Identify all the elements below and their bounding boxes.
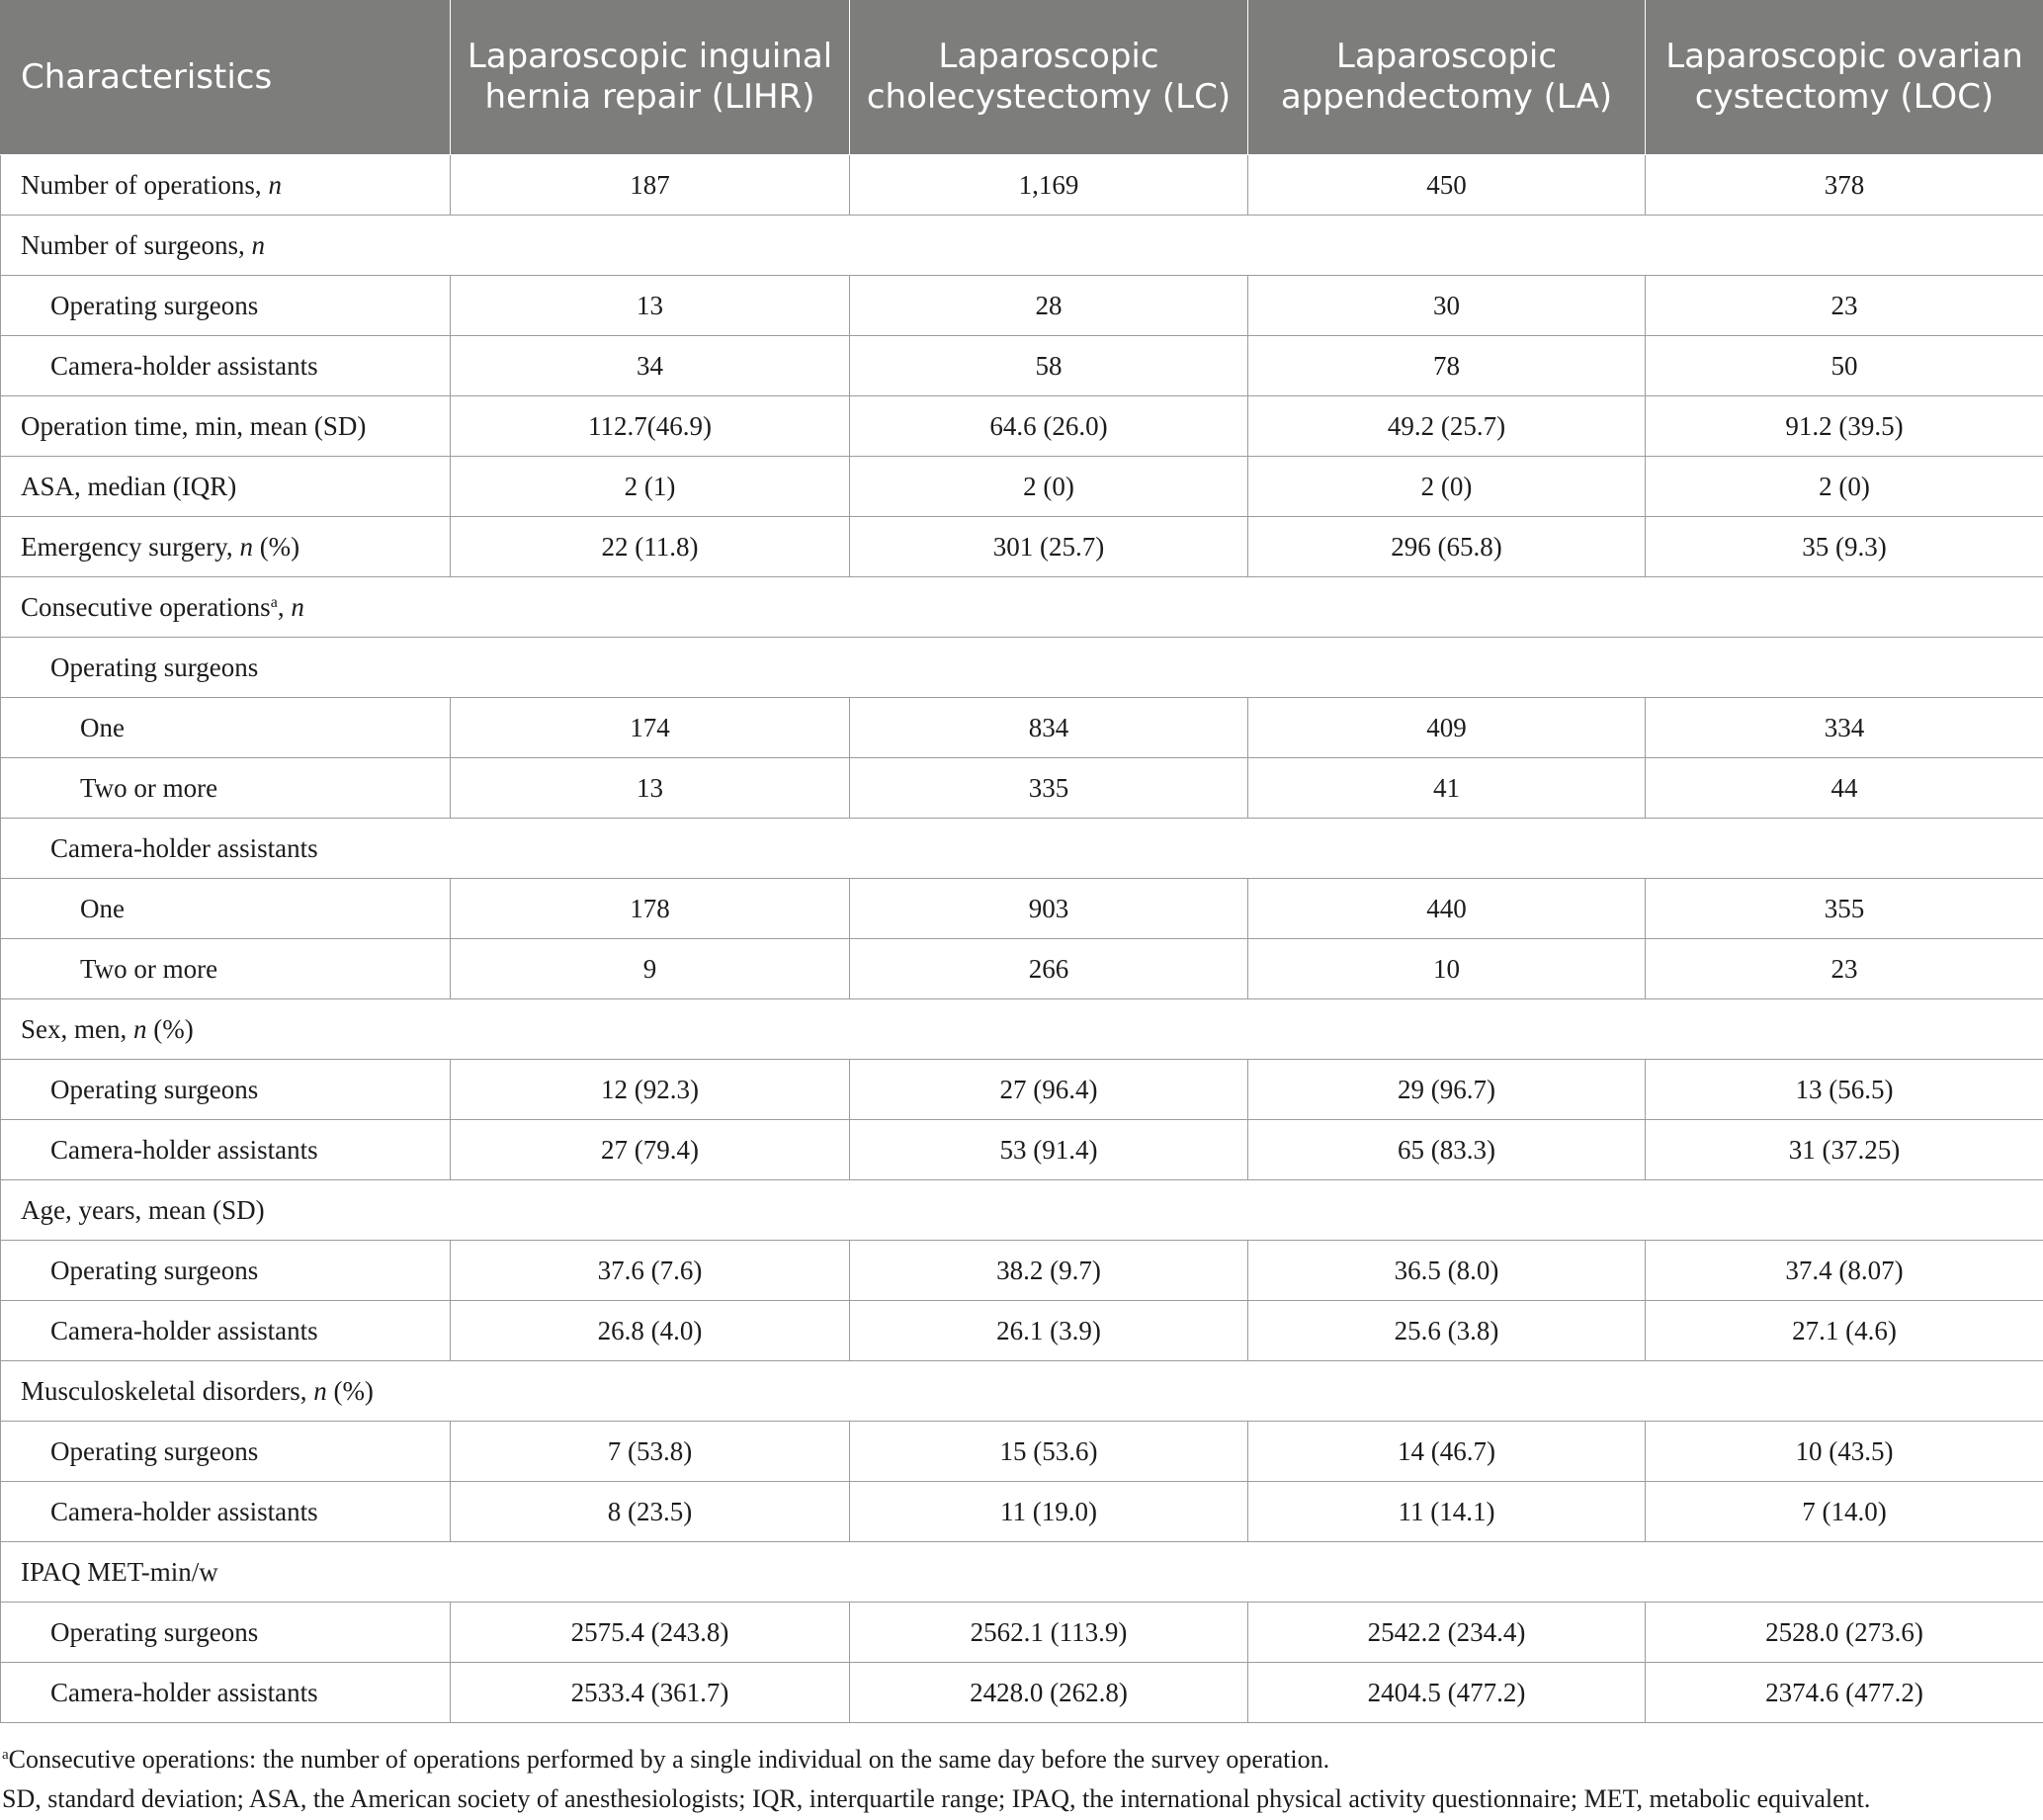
cell-lc: 15 (53.6)	[850, 1422, 1248, 1482]
cell-loc: 37.4 (8.07)	[1646, 1241, 2043, 1301]
cell-lihr: 34	[451, 336, 850, 396]
header-characteristics: Characteristics	[1, 0, 451, 155]
cell-lihr: 13	[451, 276, 850, 336]
section-label: Camera-holder assistants	[1, 819, 2043, 879]
footnote-a-text: Consecutive operations: the number of operations performed by a single individual on the same day before the survey operation.	[8, 1745, 1330, 1774]
section-row	[1, 1180, 2043, 1241]
table-row	[1, 396, 2043, 457]
cell-loc: 44	[1646, 758, 2043, 819]
cell-lihr: 2533.4 (361.7)	[451, 1663, 850, 1723]
section-label: Age, years, mean (SD)	[1, 1180, 2043, 1241]
cell-lihr: 9	[451, 939, 850, 999]
cell-lihr: 8 (23.5)	[451, 1482, 850, 1542]
row-label: Two or more	[1, 939, 451, 999]
table-row	[1, 879, 2043, 939]
cell-loc: 10 (43.5)	[1646, 1422, 2043, 1482]
cell-lc: 58	[850, 336, 1248, 396]
row-label: Operating surgeons	[1, 1060, 451, 1120]
cell-loc: 31 (37.25)	[1646, 1120, 2043, 1180]
section-label: Musculoskeletal disorders, n (%)	[1, 1361, 2043, 1422]
cell-la: 450	[1248, 155, 1646, 216]
table-row	[1, 155, 2043, 216]
section-label: Sex, men, n (%)	[1, 999, 2043, 1060]
header-la: Laparoscopic appendectomy (LA)	[1248, 0, 1646, 155]
cell-lihr: 178	[451, 879, 850, 939]
section-row	[1, 577, 2043, 638]
cell-lc: 11 (19.0)	[850, 1482, 1248, 1542]
cell-la: 2404.5 (477.2)	[1248, 1663, 1646, 1723]
table-row	[1, 517, 2043, 577]
table-row	[1, 1120, 2043, 1180]
cell-la: 36.5 (8.0)	[1248, 1241, 1646, 1301]
row-label: Operating surgeons	[1, 276, 451, 336]
header-lihr: Laparoscopic inguinal hernia repair (LIHR)	[451, 0, 850, 155]
table-row	[1, 276, 2043, 336]
row-label: Operation time, min, mean (SD)	[1, 396, 451, 457]
table-row	[1, 758, 2043, 819]
table-row	[1, 1663, 2043, 1723]
cell-lihr: 174	[451, 698, 850, 758]
cell-la: 78	[1248, 336, 1646, 396]
cell-lc: 1,169	[850, 155, 1248, 216]
cell-lihr: 37.6 (7.6)	[451, 1241, 850, 1301]
cell-la: 14 (46.7)	[1248, 1422, 1646, 1482]
header-loc: Laparoscopic ovarian cystectomy (LOC)	[1646, 0, 2043, 155]
cell-la: 2542.2 (234.4)	[1248, 1603, 1646, 1663]
cell-lc: 27 (96.4)	[850, 1060, 1248, 1120]
cell-la: 29 (96.7)	[1248, 1060, 1646, 1120]
cell-lihr: 112.7(46.9)	[451, 396, 850, 457]
cell-loc: 2374.6 (477.2)	[1646, 1663, 2043, 1723]
section-row	[1, 216, 2043, 276]
cell-la: 2 (0)	[1248, 457, 1646, 517]
footnote-marker: a	[270, 593, 278, 611]
table-row	[1, 1422, 2043, 1482]
cell-lc: 266	[850, 939, 1248, 999]
cell-loc: 23	[1646, 939, 2043, 999]
cell-lihr: 26.8 (4.0)	[451, 1301, 850, 1361]
cell-lc: 903	[850, 879, 1248, 939]
table-footnotes	[0, 1740, 2043, 1819]
cell-loc: 378	[1646, 155, 2043, 216]
cell-lc: 834	[850, 698, 1248, 758]
cell-loc: 2 (0)	[1646, 457, 2043, 517]
section-label: Number of surgeons, n	[1, 216, 2043, 276]
cell-lc: 26.1 (3.9)	[850, 1301, 1248, 1361]
table-row	[1, 457, 2043, 517]
cell-lihr: 27 (79.4)	[451, 1120, 850, 1180]
table-row	[1, 939, 2043, 999]
cell-la: 30	[1248, 276, 1646, 336]
table-row	[1, 1241, 2043, 1301]
cell-lihr: 13	[451, 758, 850, 819]
cell-loc: 7 (14.0)	[1646, 1482, 2043, 1542]
cell-la: 65 (83.3)	[1248, 1120, 1646, 1180]
row-label: Camera-holder assistants	[1, 1120, 451, 1180]
cell-loc: 27.1 (4.6)	[1646, 1301, 2043, 1361]
cell-lc: 2562.1 (113.9)	[850, 1603, 1248, 1663]
row-label: Emergency surgery, n (%)	[1, 517, 451, 577]
footnote-marker: a	[2, 1747, 9, 1763]
row-label: Two or more	[1, 758, 451, 819]
table-row	[1, 1482, 2043, 1542]
row-label: Operating surgeons	[1, 1241, 451, 1301]
row-label: One	[1, 879, 451, 939]
section-row	[1, 999, 2043, 1060]
cell-lc: 38.2 (9.7)	[850, 1241, 1248, 1301]
cell-loc: 2528.0 (273.6)	[1646, 1603, 2043, 1663]
row-label: One	[1, 698, 451, 758]
footnote-a	[0, 1740, 2043, 1779]
table-row	[1, 698, 2043, 758]
cell-lc: 28	[850, 276, 1248, 336]
cell-loc: 50	[1646, 336, 2043, 396]
cell-lihr: 2575.4 (243.8)	[451, 1603, 850, 1663]
row-label: Camera-holder assistants	[1, 336, 451, 396]
header-row	[1, 0, 2043, 155]
table-row	[1, 1603, 2043, 1663]
table-row	[1, 336, 2043, 396]
header-lc: Laparoscopic cholecystectomy (LC)	[850, 0, 1248, 155]
cell-lc: 64.6 (26.0)	[850, 396, 1248, 457]
cell-loc: 91.2 (39.5)	[1646, 396, 2043, 457]
section-row	[1, 819, 2043, 879]
cell-lc: 2 (0)	[850, 457, 1248, 517]
section-label: Operating surgeons	[1, 638, 2043, 698]
cell-la: 49.2 (25.7)	[1248, 396, 1646, 457]
row-label: Camera-holder assistants	[1, 1663, 451, 1723]
row-label: Number of operations, n	[1, 155, 451, 216]
footnote-abbreviations: SD, standard deviation; ASA, the American society of anesthesiologists; IQR, interquartile range; IPAQ, the international physical activity questionnaire; MET, metabolic equivalent.	[2, 1784, 1871, 1813]
cell-lihr: 22 (11.8)	[451, 517, 850, 577]
cell-loc: 13 (56.5)	[1646, 1060, 2043, 1120]
section-row	[1, 638, 2043, 698]
cell-loc: 35 (9.3)	[1646, 517, 2043, 577]
cell-la: 25.6 (3.8)	[1248, 1301, 1646, 1361]
cell-la: 296 (65.8)	[1248, 517, 1646, 577]
row-label: Operating surgeons	[1, 1422, 451, 1482]
cell-lihr: 187	[451, 155, 850, 216]
cell-lc: 53 (91.4)	[850, 1120, 1248, 1180]
row-label: Camera-holder assistants	[1, 1301, 451, 1361]
cell-la: 11 (14.1)	[1248, 1482, 1646, 1542]
section-row	[1, 1542, 2043, 1603]
table-row	[1, 1060, 2043, 1120]
cell-lc: 335	[850, 758, 1248, 819]
row-label: Camera-holder assistants	[1, 1482, 451, 1542]
table-row	[1, 1301, 2043, 1361]
row-label: Operating surgeons	[1, 1603, 451, 1663]
cell-la: 10	[1248, 939, 1646, 999]
cell-lihr: 12 (92.3)	[451, 1060, 850, 1120]
cell-loc: 23	[1646, 276, 2043, 336]
section-label: Consecutive operations$^a$, n	[1, 577, 2043, 638]
cell-loc: 334	[1646, 698, 2043, 758]
cell-lc: 301 (25.7)	[850, 517, 1248, 577]
cell-la: 41	[1248, 758, 1646, 819]
cell-la: 440	[1248, 879, 1646, 939]
cell-lihr: 7 (53.8)	[451, 1422, 850, 1482]
row-label: ASA, median (IQR)	[1, 457, 451, 517]
cell-la: 409	[1248, 698, 1646, 758]
cell-loc: 355	[1646, 879, 2043, 939]
cell-lc: 2428.0 (262.8)	[850, 1663, 1248, 1723]
cell-lihr: 2 (1)	[451, 457, 850, 517]
section-row	[1, 1361, 2043, 1422]
section-label: IPAQ MET-min/w	[1, 1542, 2043, 1603]
